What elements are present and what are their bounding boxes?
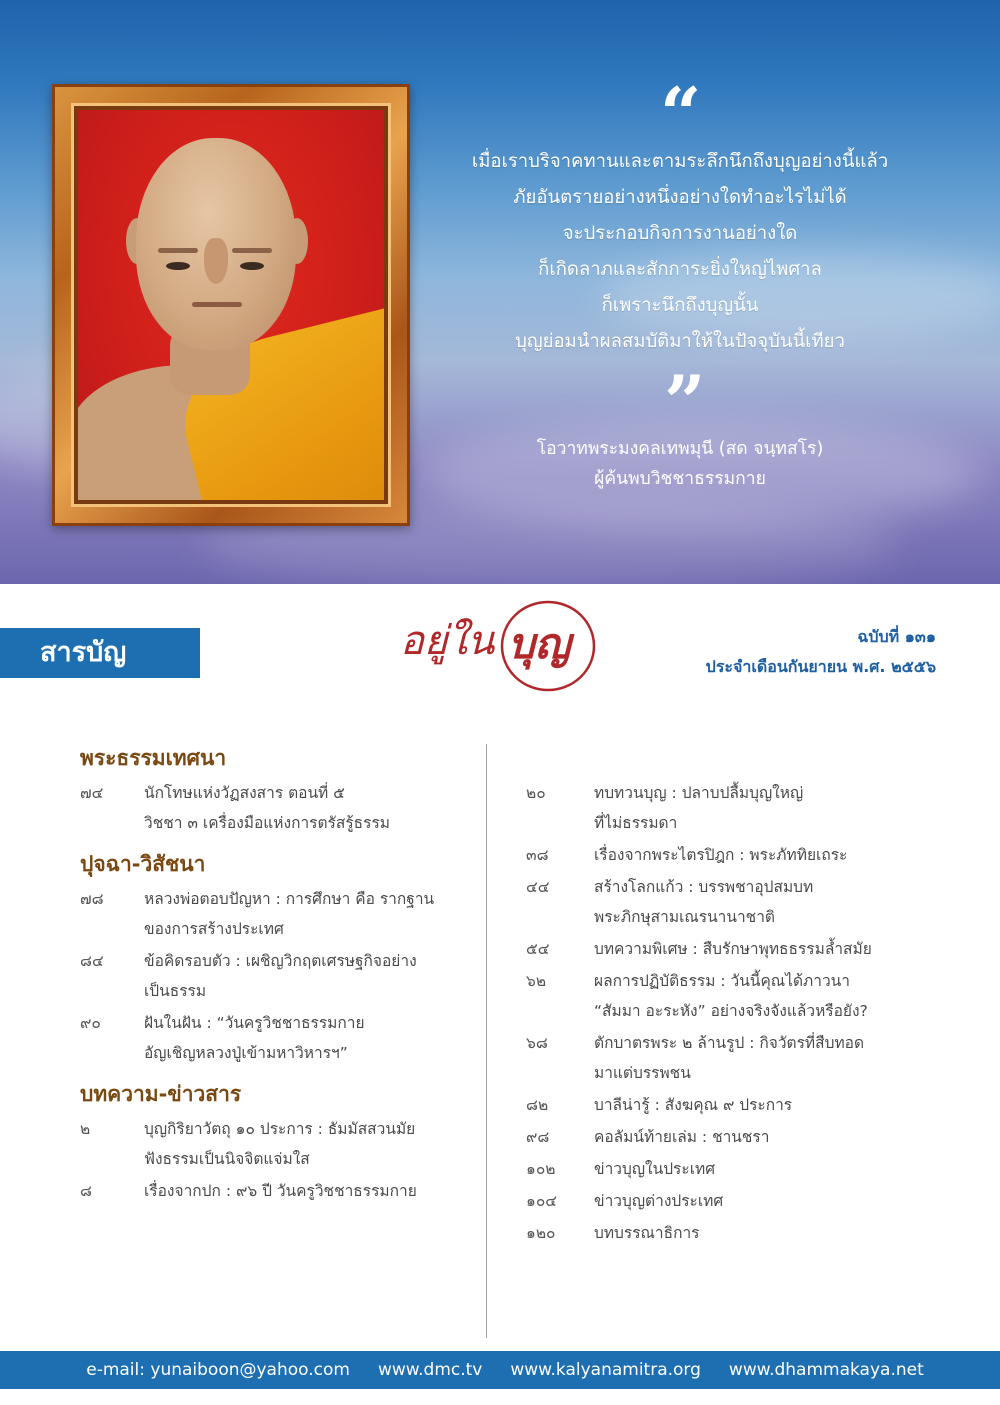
- toc-entry[interactable]: [526, 1028, 946, 1088]
- toc-entry[interactable]: [526, 934, 946, 964]
- page-number: ๖๒: [526, 972, 547, 990]
- section-title: ปุจฉา-วิสัชนา: [80, 852, 206, 876]
- page-number: ๘: [80, 1182, 92, 1200]
- quote-line: ก็เกิดลาภและสักการะยิ่งใหญ่ไพศาล: [538, 259, 822, 280]
- entry-title: ผลการปฏิบัติธรรม : วันนี้คุณได้ภาวนา “สัมมา อะระหัง” อย่างจริงจังแล้วหรือยัง?: [594, 972, 868, 1020]
- page-number: ๙๘: [526, 1128, 550, 1146]
- entry-title: บทบรรณาธิการ: [594, 1224, 700, 1242]
- quote-line: จะประกอบกิจการงานอย่างใด: [562, 223, 798, 244]
- issue-number: ฉบับที่ ๑๓๑: [857, 627, 936, 646]
- toc-entry[interactable]: [526, 1154, 946, 1184]
- quote-attribution: [430, 434, 930, 494]
- quote-line: บุญย่อมนำผลสมบัติมาให้ในปัจจุบันนี้เทียว: [515, 331, 845, 352]
- page-number: ๔๔: [526, 878, 550, 896]
- entry-title: ข่าวบุญในประเทศ: [594, 1160, 716, 1178]
- email-link[interactable]: e-mail: yunaiboon@yahoo.com: [86, 1360, 350, 1380]
- toc-entry[interactable]: [526, 1122, 946, 1152]
- entry-title: ตักบาตรพระ ๒ ล้านรูป : กิจวัตรที่สืบทอด มาแต่บรรพชน: [594, 1034, 865, 1082]
- page-number: ๘๔: [80, 952, 104, 970]
- page-number: ๗๔: [80, 784, 104, 802]
- entry-title: ทบทวนบุญ : ปลาบปลื้มบุญใหญ่ ที่ไม่ธรรมดา: [594, 784, 804, 832]
- section-title: พระธรรมเทศนา: [80, 746, 227, 770]
- page-number: ๒: [80, 1120, 91, 1138]
- attribution-line: โอวาทพระมงคลเทพมุนี (สด จนฺทสโร): [536, 439, 824, 459]
- toc-section: [80, 740, 470, 838]
- entry-title: ข้อคิดรอบตัว : เผชิญวิกฤตเศรษฐกิจอย่าง เป็นธรรม: [144, 952, 417, 1000]
- toc-entry[interactable]: [80, 1008, 470, 1068]
- toc-entry[interactable]: [80, 1114, 470, 1174]
- hero-banner: [0, 0, 1000, 584]
- entry-title: สร้างโลกแก้ว : บรรพชาอุปสมบท พระภิกษุสามเณรนานาชาติ: [594, 878, 814, 926]
- page-number: ๖๘: [526, 1034, 548, 1052]
- entry-title: นักโทษแห่งวัฏสงสาร ตอนที่ ๕ วิชชา ๓ เครื่องมือแห่งการตรัสรู้ธรรม: [144, 784, 390, 832]
- website-link-dhammakaya[interactable]: www.dhammakaya.net: [728, 1360, 924, 1380]
- toc-entry[interactable]: [526, 966, 946, 1026]
- open-quote-mark: “: [660, 71, 702, 156]
- toc-entry[interactable]: [80, 946, 470, 1006]
- toc-entry[interactable]: [526, 1186, 946, 1216]
- toc-entry[interactable]: [526, 1218, 946, 1248]
- entry-title: ข่าวบุญต่างประเทศ: [594, 1192, 724, 1210]
- toc-entry[interactable]: [526, 840, 946, 870]
- page-number: ๕๔: [526, 940, 550, 958]
- toc-entry[interactable]: [80, 884, 470, 944]
- magazine-logo: [396, 596, 606, 696]
- contact-footer: [0, 1351, 1000, 1389]
- toc-entry[interactable]: [526, 872, 946, 932]
- portrait-frame: [52, 84, 410, 526]
- quote-line: ภัยอันตรายอย่างหนึ่งอย่างใดทำอะไรไม่ได้: [513, 187, 847, 208]
- logo-text-part1: อยู่ใน: [400, 618, 495, 664]
- toc-left-column: [80, 740, 470, 1214]
- entry-title: ฝันในฝัน : “วันครูวิชชาธรรมกาย อัญเชิญหลวงปู่เข้ามหาวิหารฯ”: [144, 1014, 365, 1062]
- page-number: ๑๐๒: [526, 1160, 556, 1178]
- website-link-kalyanamitra[interactable]: www.kalyanamitra.org: [510, 1360, 701, 1380]
- close-quote-mark: ”: [664, 359, 706, 444]
- monk-portrait: [78, 110, 384, 500]
- toc-right-column: [526, 778, 946, 1250]
- toc-entry[interactable]: [80, 778, 470, 838]
- page-number: ๘๒: [526, 1096, 549, 1114]
- page-number: ๓๘: [526, 846, 549, 864]
- logo-text-part2: บุญ: [508, 619, 571, 668]
- issue-info: [706, 622, 936, 682]
- page-number: ๗๘: [80, 890, 104, 908]
- entry-title: บทความพิเศษ : สืบรักษาพุทธธรรมล้ำสมัย: [594, 940, 872, 958]
- quote-line: เมื่อเราบริจาคทานและตามระลึกนึกถึงบุญอย่างนี้แล้ว: [471, 151, 889, 172]
- entry-title: บุญกิริยาวัตถุ ๑๐ ประการ : ธัมมัสสวนมัย ฟังธรรมเป็นนิจจิตแจ่มใส: [144, 1120, 416, 1168]
- entry-title: หลวงพ่อตอบปัญหา : การศึกษา คือ รากฐาน ของการสร้างประเทศ: [144, 890, 435, 938]
- page-number: ๙๐: [80, 1014, 101, 1032]
- toc-entry[interactable]: [526, 1090, 946, 1120]
- entry-title: คอลัมน์ท้ายเล่ม : ชานชรา: [594, 1128, 770, 1146]
- website-link-dmc[interactable]: www.dmc.tv: [377, 1360, 483, 1380]
- section-title: บทความ-ข่าวสาร: [80, 1082, 242, 1106]
- entry-title: เรื่องจากปก : ๙๖ ปี วันครูวิชชาธรรมกาย: [144, 1182, 417, 1200]
- toc-entry[interactable]: [526, 778, 946, 838]
- toc-entry[interactable]: [80, 1176, 470, 1206]
- toc-section: [80, 1076, 470, 1206]
- toc-heading: สารบัญ: [0, 628, 200, 678]
- toc-section: [80, 846, 470, 1068]
- page-number: ๑๒๐: [526, 1224, 556, 1242]
- entry-title: บาลีน่ารู้ : สังฆคุณ ๙ ประการ: [594, 1096, 793, 1114]
- issue-month: ประจำเดือนกันยายน พ.ศ. ๒๕๕๖: [705, 657, 936, 676]
- quote-line: ก็เพราะนึกถึงบุญนั้น: [601, 295, 759, 316]
- page-number: ๑๐๔: [526, 1192, 558, 1210]
- quote-text: [430, 144, 930, 360]
- column-divider: [486, 744, 487, 1338]
- attribution-line: ผู้ค้นพบวิชชาธรรมกาย: [594, 469, 766, 489]
- page-number: ๒๐: [526, 784, 546, 802]
- entry-title: เรื่องจากพระไตรปิฎก : พระภัททิยเถระ: [594, 846, 848, 864]
